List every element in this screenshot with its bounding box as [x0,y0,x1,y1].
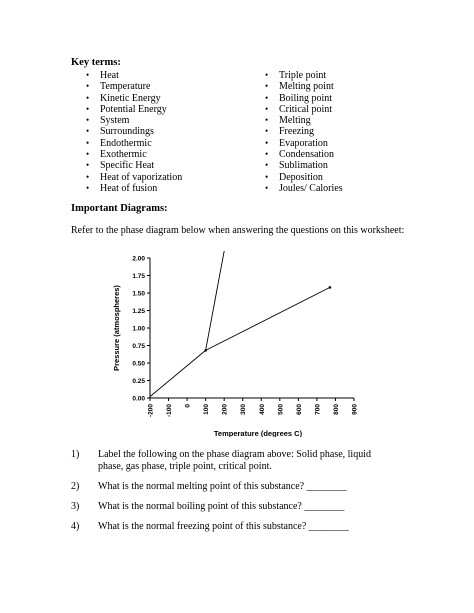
key-terms-left-list [86,70,182,194]
x-tick-label: 800 [332,404,340,415]
phase-boundary-line [150,350,206,396]
list-item: • Evaporation [265,138,343,149]
question-text: What is the normal freezing point of this substance? ________ [98,521,349,532]
phase-diagram-chart [100,242,370,437]
y-tick-label: 0.00 [132,395,145,403]
data-point [204,349,207,352]
key-terms-right-list [265,70,343,194]
x-axis-label: Temperature (degrees C) [213,429,303,437]
phase-boundary-line [206,251,225,350]
list-item: • Exothermic [86,149,182,160]
x-tick-label: 600 [295,404,303,415]
list-item: • Melting point [265,81,343,92]
list-item: • Freezing [265,126,343,137]
phase-boundary-line [206,287,330,350]
question-number: 3) [71,501,80,512]
x-tick-label: 0 [184,404,192,408]
data-point [329,286,332,289]
list-item: • Endothermic [86,138,182,149]
list-item: • Temperature [86,81,182,92]
list-item: • Sublimation [265,160,343,171]
x-tick-label: -100 [166,404,174,418]
y-axis-label: Pressure (atmospheres) [112,285,121,371]
list-item: • Specific Heat [86,160,182,171]
list-item: • Boiling point [265,93,343,104]
x-tick-label: 900 [351,404,359,415]
y-tick-label: 1.00 [132,325,145,333]
y-tick-label: 1.25 [132,308,145,315]
y-tick-label: 1.75 [132,273,145,280]
list-item: • Condensation [265,149,343,160]
y-tick-label: 2.00 [132,255,145,263]
x-tick-label: 200 [221,404,229,415]
list-item: • Melting [265,115,343,126]
y-tick-label: 0.50 [132,360,145,368]
y-tick-label: 1.50 [132,290,145,298]
question-text: Label the following on the phase diagram above: Solid phase, liquid phase, gas phase, triple point, critical point. [98,449,371,472]
x-tick-label: 400 [258,404,266,415]
list-item: • Critical point [265,104,343,115]
list-item: • Heat of fusion [86,183,182,194]
key-terms-heading: Key terms: [71,57,121,68]
x-tick-label: 500 [277,404,285,415]
x-tick-label: 100 [203,404,211,415]
list-item: • Heat [86,70,182,81]
question-number: 4) [71,521,80,532]
list-item: • Potential Energy [86,104,182,115]
list-item: • Deposition [265,172,343,183]
list-item: • Triple point [265,70,343,81]
x-tick-label: 300 [240,404,248,415]
diagrams-heading: Important Diagrams: [71,203,168,214]
question-number: 1) [71,449,80,460]
list-item: • Heat of vaporization [86,172,182,183]
list-item: • Joules/ Calories [265,183,343,194]
question-text: What is the normal boiling point of this substance? ________ [98,501,345,512]
diagram-intro-text: Refer to the phase diagram below when answering the questions on this worksheet: [71,225,405,236]
x-tick-label: -200 [147,404,155,418]
y-tick-label: 0.25 [132,378,145,385]
question-number: 2) [71,481,80,492]
list-item: • System [86,115,182,126]
y-tick-label: 0.75 [132,343,145,350]
list-item: • Kinetic Energy [86,93,182,104]
question-text: What is the normal melting point of this substance? ________ [98,481,347,492]
list-item: • Surroundings [86,126,182,137]
x-tick-label: 700 [314,404,322,415]
